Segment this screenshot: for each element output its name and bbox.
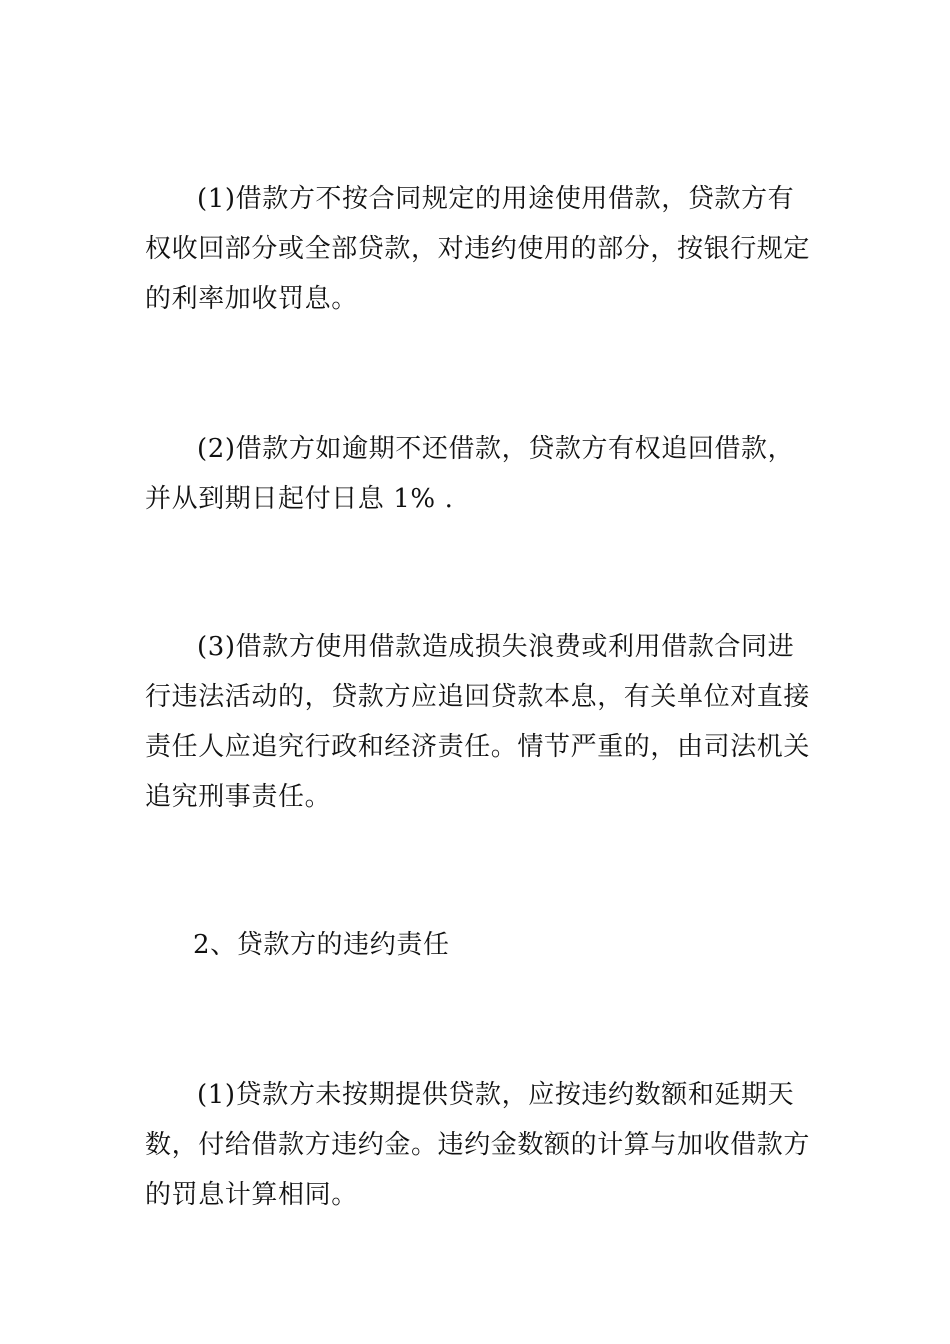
paragraph-borrower-illegal-use: (3)借款方使用借款造成损失浪费或利用借款合同进行违法活动的，贷款方应追回贷款本息，有关单位对直接责任人应追究行政和经济责任。情节严重的，由司法机关追究刑事责任。 <box>145 632 811 812</box>
paragraph-lender-late-loan: (1)贷款方未按期提供贷款，应按违约数额和延期天数，付给借款方违约金。违约金数额的计算与加收借款方的罚息计算相同。 <box>145 1080 811 1210</box>
section-heading-lender-liability: 2、贷款方的违约责任 <box>193 930 450 960</box>
paragraph-borrower-overdue: (2)借款方如逾期不还借款，贷款方有权追回借款，并从到期日起付日息 1% . <box>145 434 795 514</box>
paragraph-borrower-misuse: (1)借款方不按合同规定的用途使用借款，贷款方有权收回部分或全部贷款，对违约使用的部分，按银行规定的利率加收罚息。 <box>145 184 811 314</box>
